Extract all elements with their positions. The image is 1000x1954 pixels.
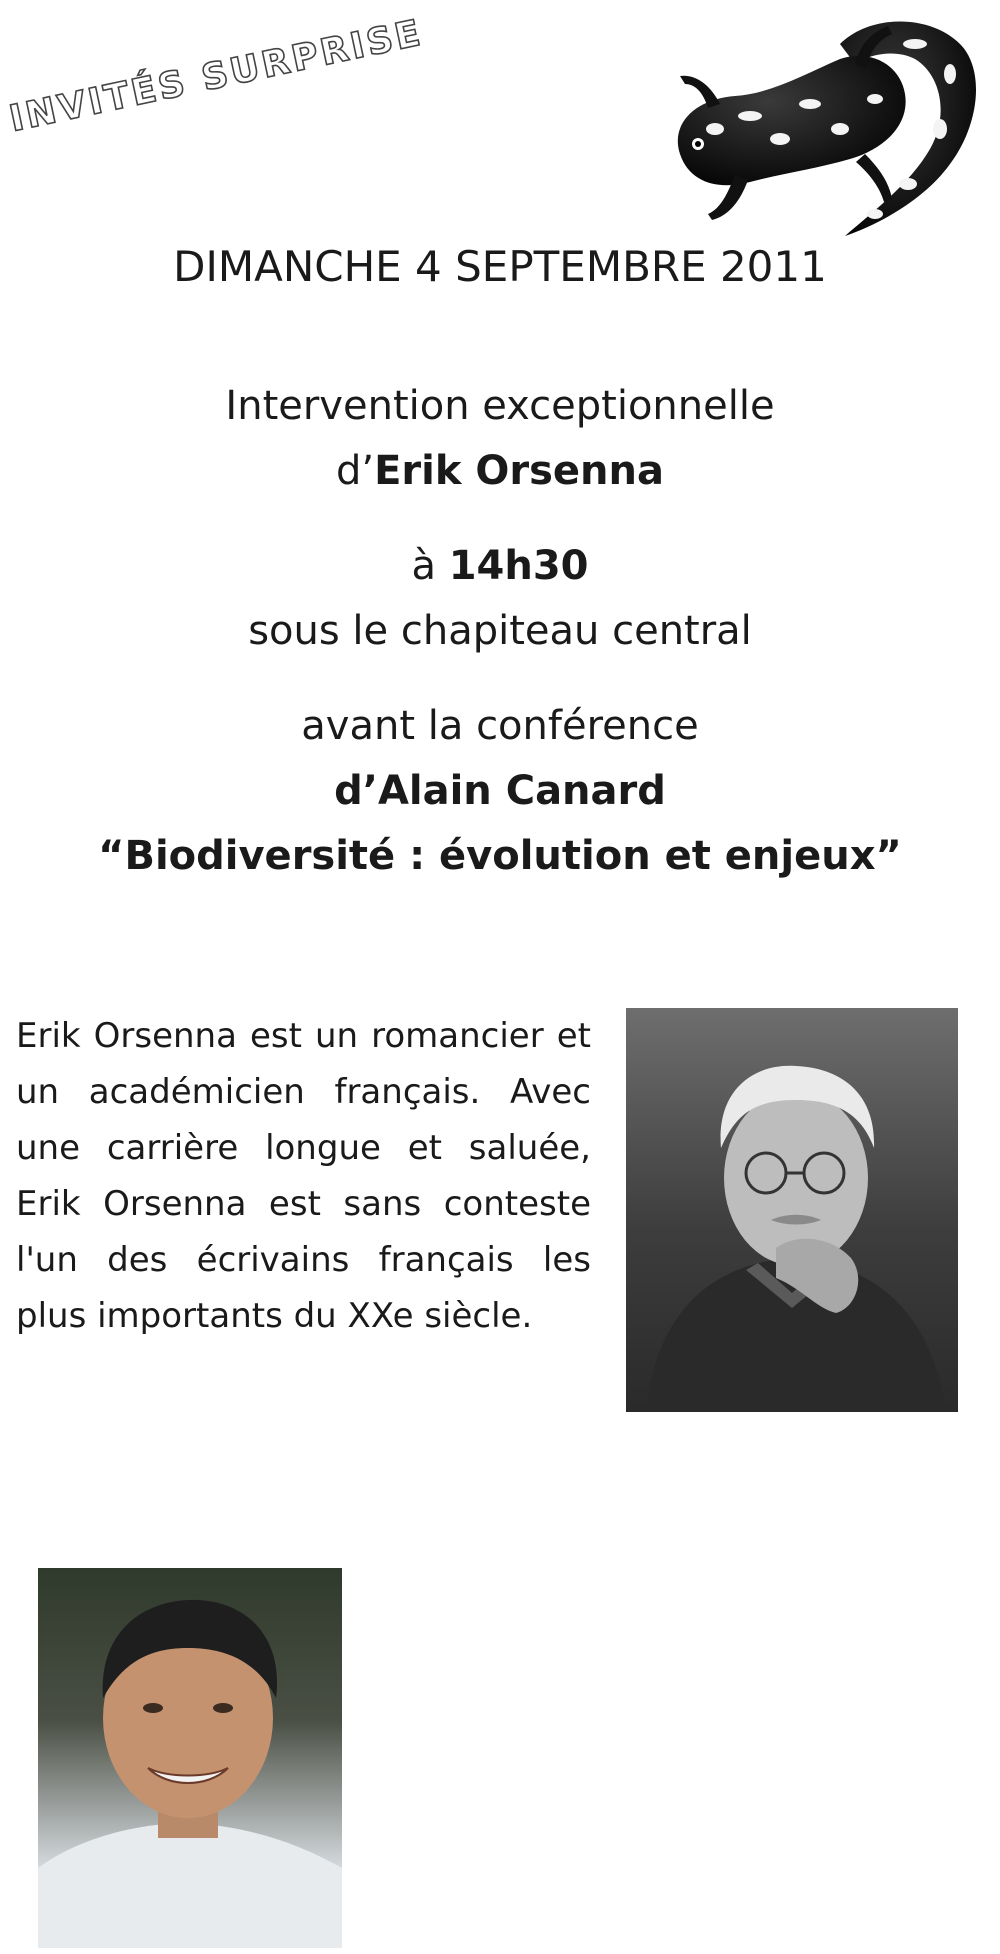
orsenna-bio: Erik Orsenna est un romancier et un académicien français. Avec une carrière longue et saluée, Erik Orsenna est sans conteste l'un des écrivains français les plus importants du XXe siècle. xyxy=(16,1016,591,1336)
conference-speaker: d’Alain Canard xyxy=(334,768,666,814)
orsenna-portrait xyxy=(626,1008,958,1412)
event-time: 14h30 xyxy=(448,543,589,589)
speaker-prefix: d’ xyxy=(335,448,375,494)
speaker-name: Erik Orsenna xyxy=(374,448,664,494)
event-date: DIMANCHE 4 SEPTEMBRE 2011 xyxy=(173,242,827,291)
speaker-line xyxy=(0,445,1000,497)
salamander-illustration xyxy=(640,4,990,244)
canard-portrait xyxy=(38,1568,342,1948)
intervention-line: Intervention exceptionnelle xyxy=(225,383,775,429)
time-line xyxy=(0,540,1000,592)
conference-intro-line: avant la conférence xyxy=(301,703,699,749)
conference-title: “Biodiversité : évolution et enjeux” xyxy=(98,833,902,879)
location-line: sous le chapiteau central xyxy=(248,608,752,654)
banner-invites-surprise: INVITÉS SURPRISE xyxy=(6,12,427,141)
time-prefix: à xyxy=(411,543,449,589)
